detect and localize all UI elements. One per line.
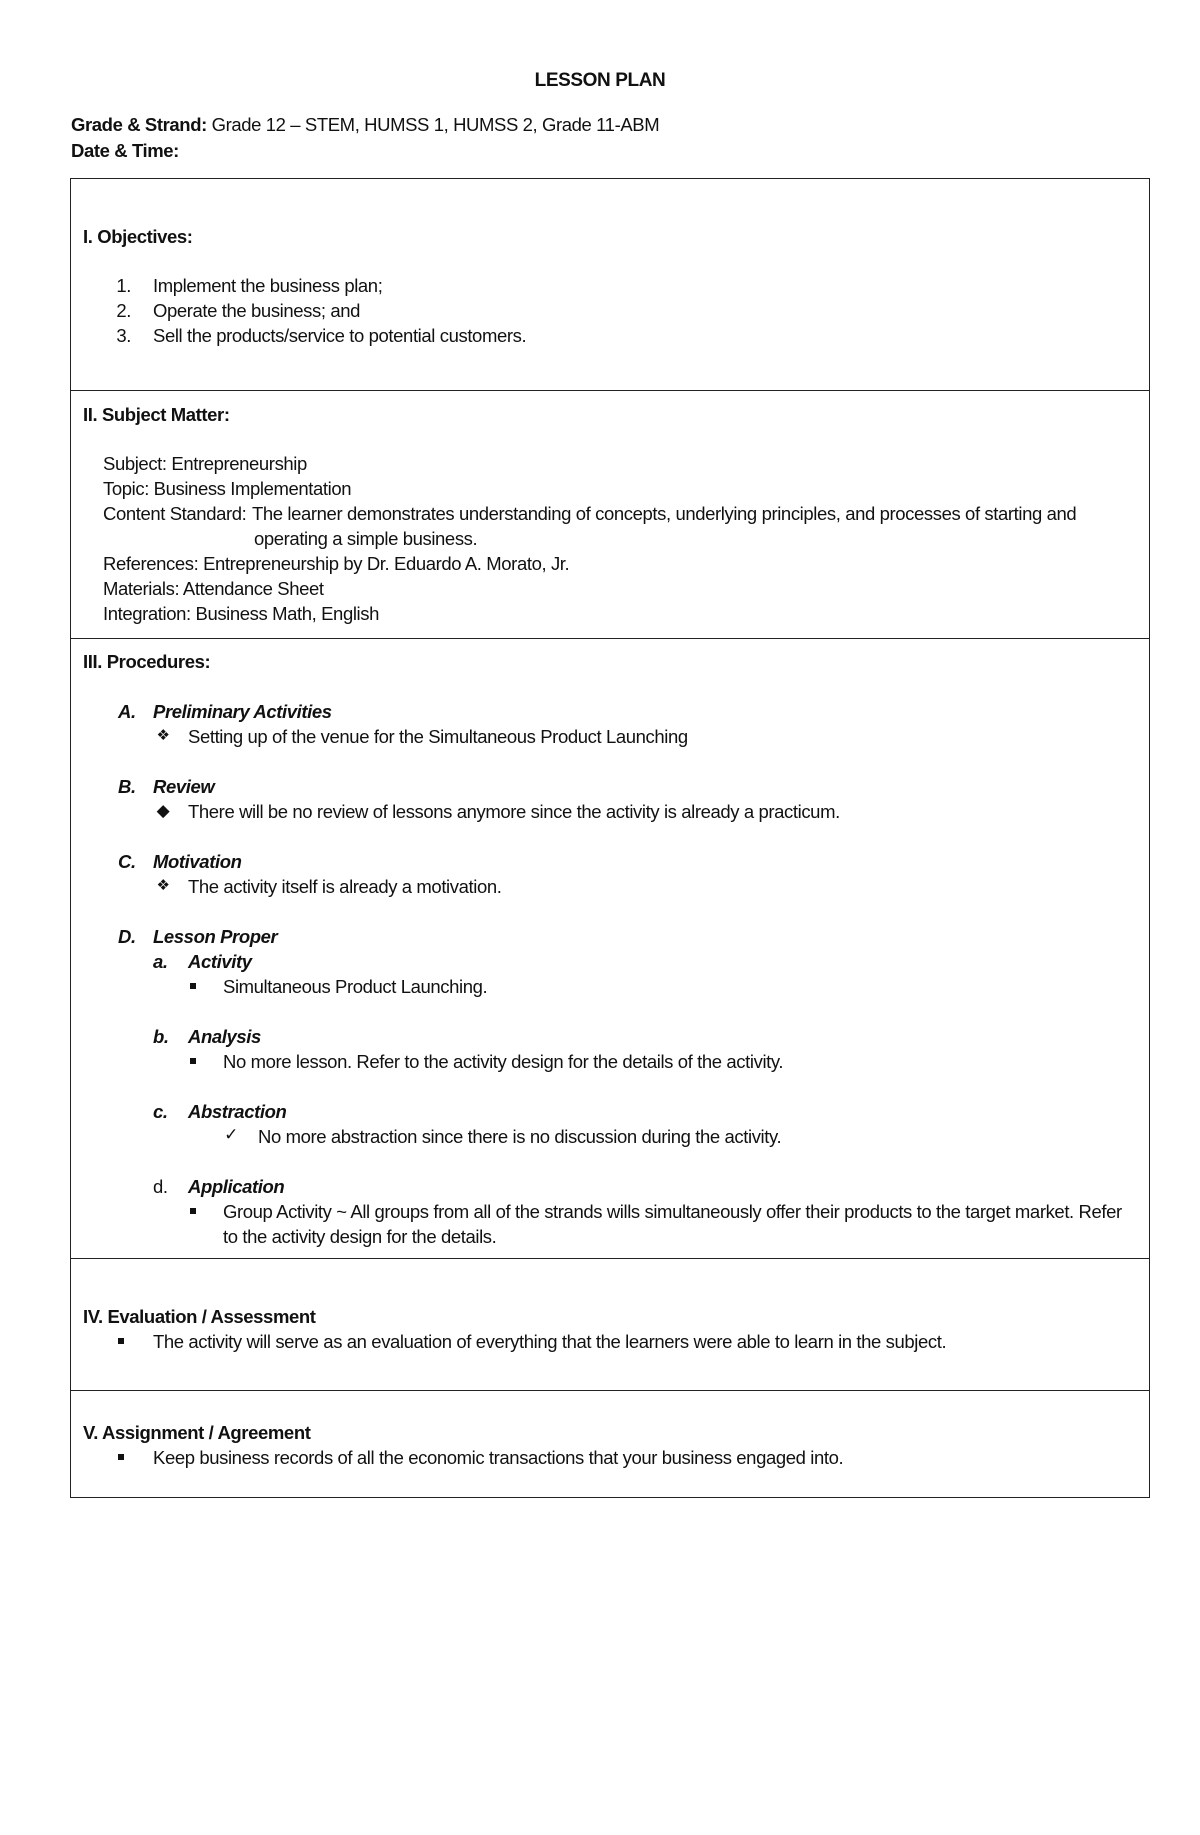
preliminary-activities-title: Preliminary Activities	[153, 701, 332, 722]
review-title: Review	[153, 776, 215, 797]
integration-line: Integration: Business Math, English	[103, 603, 379, 624]
procedure-letter: C.	[118, 851, 136, 872]
objective-item: Operate the business; and	[153, 300, 361, 321]
procedure-letter: D.	[118, 926, 136, 947]
procedures-section	[70, 638, 1150, 1259]
objective-number: 1.	[116, 275, 131, 296]
review-text: There will be no review of lessons anymore since the activity is already a practicum.	[188, 801, 840, 822]
evaluation-section	[70, 1258, 1150, 1391]
grade-strand-value: Grade 12 – STEM, HUMSS 1, HUMSS 2, Grade 11-ABM	[206, 114, 660, 135]
square-bullet-icon	[190, 983, 196, 989]
objective-item: Implement the business plan;	[153, 275, 383, 296]
sub-letter: c.	[153, 1101, 168, 1122]
objective-item: Sell the products/service to potential customers.	[153, 325, 527, 346]
activity-title: Activity	[188, 951, 252, 972]
square-bullet-icon	[118, 1454, 124, 1460]
content-standard-text-continued: operating a simple business.	[254, 528, 478, 549]
references-line: References: Entrepreneurship by Dr. Eduardo A. Morato, Jr.	[103, 553, 570, 574]
date-time	[71, 140, 179, 162]
grade-strand-label: Grade & Strand:	[71, 114, 207, 135]
page-title: LESSON PLAN	[534, 70, 666, 91]
subject-matter-section	[70, 390, 1150, 639]
assignment-text: Keep business records of all the economic transactions that your business engaged into.	[153, 1447, 844, 1468]
subject-matter-heading: II. Subject Matter:	[83, 404, 230, 425]
abstraction-text: No more abstraction since there is no discussion during the activity.	[258, 1126, 782, 1147]
square-bullet-icon	[118, 1338, 124, 1344]
check-bullet-icon: ✓	[224, 1125, 238, 1145]
materials-line: Materials: Attendance Sheet	[103, 578, 324, 599]
sub-letter: b.	[153, 1026, 169, 1047]
objectives-section	[70, 178, 1150, 391]
objective-number: 3.	[116, 325, 131, 346]
preliminary-activities-text: Setting up of the venue for the Simultaneous Product Launching	[188, 726, 688, 747]
grade-strand	[71, 114, 659, 136]
evaluation-heading: IV. Evaluation / Assessment	[83, 1306, 316, 1327]
procedures-heading: III. Procedures:	[83, 651, 211, 672]
assignment-heading: V. Assignment / Agreement	[83, 1422, 311, 1443]
procedure-letter: A.	[118, 701, 136, 722]
diamond-bullet-icon: ❖	[156, 876, 170, 894]
motivation-text: The activity itself is already a motivation.	[188, 876, 502, 897]
sub-letter: a.	[153, 951, 168, 972]
content-standard-label: Content Standard:	[103, 503, 247, 524]
analysis-title: Analysis	[188, 1026, 261, 1047]
analysis-text: No more lesson. Refer to the activity design for the details of the activity.	[223, 1051, 784, 1072]
application-title: Application	[188, 1176, 285, 1197]
evaluation-text: The activity will serve as an evaluation of everything that the learners were able to learn in the subject.	[153, 1331, 947, 1352]
content-standard-text: The learner demonstrates understanding of concepts, underlying principles, and processes of starting and	[252, 503, 1077, 524]
motivation-title: Motivation	[153, 851, 242, 872]
square-bullet-icon	[190, 1208, 196, 1214]
sub-letter: d.	[153, 1176, 168, 1197]
objective-number: 2.	[116, 300, 131, 321]
assignment-section	[70, 1390, 1150, 1498]
procedure-letter: B.	[118, 776, 136, 797]
activity-text: Simultaneous Product Launching.	[223, 976, 488, 997]
date-time-label: Date & Time:	[71, 140, 179, 161]
topic-line: Topic: Business Implementation	[103, 478, 352, 499]
abstraction-title: Abstraction	[188, 1101, 287, 1122]
diamond-bullet-icon: ◆	[156, 801, 170, 821]
objectives-heading: I. Objectives:	[83, 226, 193, 247]
application-text: Group Activity ~ All groups from all of the strands wills simultaneously offer their products to the target market. Refer	[223, 1201, 1122, 1222]
lesson-proper-title: Lesson Proper	[153, 926, 278, 947]
application-text-continued: to the activity design for the details.	[223, 1226, 497, 1247]
diamond-bullet-icon: ❖	[156, 726, 170, 744]
square-bullet-icon	[190, 1058, 196, 1064]
subject-line: Subject: Entrepreneurship	[103, 453, 307, 474]
